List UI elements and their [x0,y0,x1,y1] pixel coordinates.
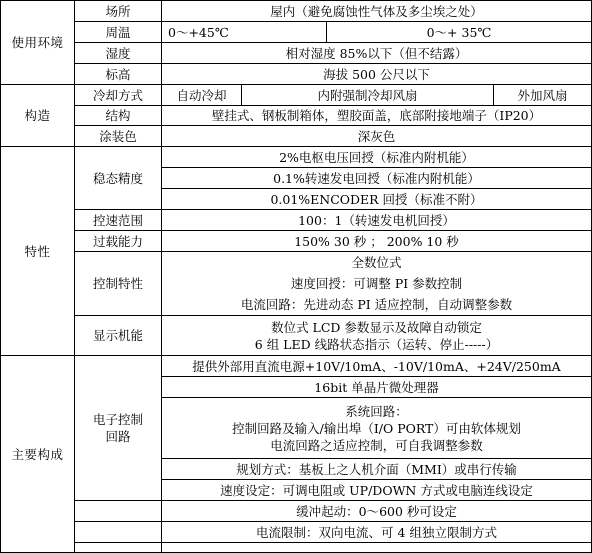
label-overload: 过载能力 [75,231,162,252]
value-speed-setting: 速度设定：可调电阻或 UP/DOWN 方式或电脑连线设定 [162,480,592,501]
label-place: 场所 [75,1,162,22]
value-cooling-c: 外加风扇 [494,85,592,106]
label-electronic-control-2: 回路 [105,429,131,444]
value-planning: 规划方式：基板上之人机介面（MMI）或串行传输 [162,459,592,480]
category-construction: 构造 [1,85,75,147]
label-altitude: 标高 [75,64,162,85]
category-environment: 使用环境 [1,1,75,85]
value-system-3: 电流回路之适应控制，可自我调整参数 [270,437,483,453]
value-stability-2: 0.1%转速发电回授（标准内附机能） [162,168,592,189]
label-speed-range: 控速范围 [75,210,162,231]
category-main-components: 主要构成 [1,356,75,553]
label-stability: 稳态精度 [75,147,162,210]
value-cooling-a: 自动冷却 [162,85,242,106]
value-display [162,316,592,356]
label-control: 控制特性 [75,252,162,316]
value-system-2: 控制回路及输入/输出埠（I/O PORT）可由软体规划 [232,420,521,436]
label-paint: 涂装色 [75,126,162,147]
value-cooling-b: 内附强制冷却风扇 [242,85,494,106]
value-place: 屋内（避免腐蚀性气体及多尘埃之处） [162,1,592,22]
value-speed-range: 100：1（转速发电机回授） [162,210,592,231]
label-structure: 结构 [75,106,162,126]
value-control-2: 速度回授：可调整 PI 参数控制 [162,273,592,294]
value-mcu: 16bit 单晶片微处理器 [162,377,592,398]
value-power-supply: 提供外部用直流电源+10V/10mA、-10V/10mA、+24V/250mA [162,356,592,377]
value-control-3: 电流回路：先进动态 PI 适应控制，自动调整参数 [162,294,592,316]
value-stability-3: 0.01%ENCODER 回授（标准不附） [162,189,592,210]
value-altitude: 海拔 500 公尺以下 [162,64,592,85]
value-display-2: 6 组 LED 线路状态指示（运转、停止-----） [254,336,499,352]
value-overload: 150% 30 秒 ； 200% 10 秒 [162,231,592,252]
label-temperature: 周温 [75,22,162,43]
label-electronic-control-1: 电子控制 [92,412,143,427]
value-system-circuit [162,398,592,459]
label-humidity: 湿度 [75,43,162,64]
value-paint: 深灰色 [162,126,592,147]
label-cooling: 冷却方式 [75,85,162,106]
value-temperature-a: 0～+45℃ [162,22,327,43]
label-display: 显示机能 [75,316,162,356]
category-characteristics: 特性 [1,147,75,356]
value-temperature-b: 0～+ 35℃ [327,22,592,43]
label-electronic-control [75,356,162,501]
value-current-limit: 电流限制：双向电流、可 4 组独立限制方式 [162,522,592,543]
value-humidity: 相对湿度 85%以下（但不结露） [162,43,592,64]
value-control-1: 全数位式 [162,252,592,273]
value-display-1: 数位式 LCD 参数显示及故障自动锁定 [271,319,482,335]
value-soft-start: 缓冲起动：0～600 秒可设定 [162,501,592,522]
value-system-1: 系统回路： [345,403,408,419]
value-structure: 壁挂式、钢板制箱体，塑胶面盖，底部附接地端子（IP20） [162,106,592,126]
value-stability-1: 2%电枢电压回授（标准内附机能） [162,147,592,168]
